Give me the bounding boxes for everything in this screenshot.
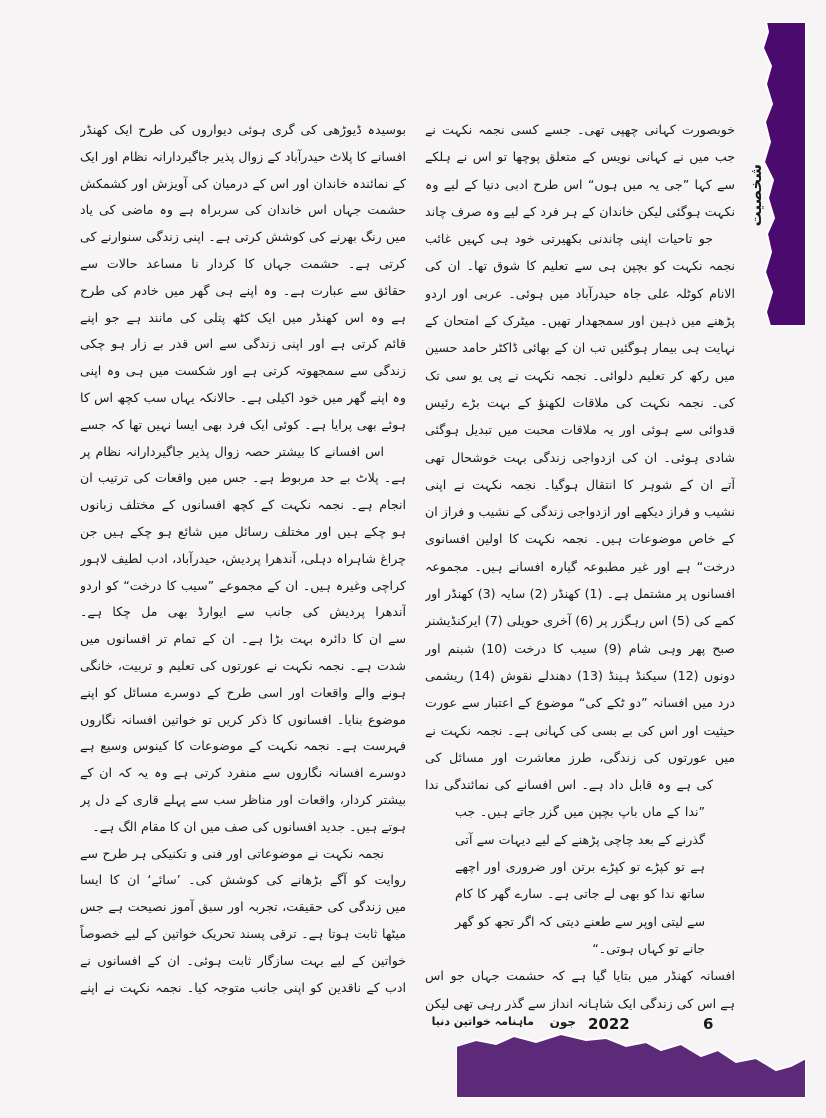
text-line: حشمت جہاں اس خاندان کی سربراہ ہے وہ ماضی کی یاد	[80, 202, 406, 218]
text-line: میں عورتوں کی زندگی، طرز معاشرت اور مسائل کی	[425, 749, 735, 765]
text-line: انجام ہے۔ نجمہ نکہت کے کچھ افسانوں کے مختلف زبانوں	[80, 497, 406, 513]
text-line: دوسرے افسانہ نگاروں سے منفرد کرتی ہے وہ یہ کہ ان کے	[80, 765, 406, 781]
text-line: ادب کے ناقدین کو اپنی جانب متوجہ کیا۔ نجمہ نکہت نے اپنے	[80, 979, 406, 995]
text-line: ساتھ ندا کو بھی لے جاتی ہے۔ سارے گھر کا کام	[455, 886, 705, 902]
text-line: کے نمائندہ خاندان اور اس کے درمیان کی آویزش اور کشمکش	[80, 175, 406, 191]
text-line: بوسیدہ ڈیوڑھی کی گری ہوئی دیواروں کی طرح ایک کھنڈر	[80, 122, 406, 137]
left-column	[80, 117, 406, 1001]
text-line: درخت“ ہے اور غیر مطبوعہ گیارہ افسانے ہیں۔ مجموعہ	[425, 558, 735, 574]
text-line: فہرست ہے۔ نجمہ نکہت کے موضوعات کا کینوس وسیع ہے	[80, 738, 406, 754]
text-line: سے ان کا دائرہ بہت بڑا ہے۔ ان کے تمام تر افسانوں میں	[80, 631, 406, 647]
text-line: روایت کو آگے بڑھانے کی کوشش کی۔ ’سائے‘ ان کا ایسا	[80, 872, 406, 888]
text-line: بیشتر کردار، واقعات اور مناظر سب سے پہلے قاری کے دل پر	[80, 791, 406, 807]
footer-torn-band	[456, 1028, 806, 1098]
text-line: سے کہا ”جی یہ میں ہوں“ اس طرح ادبی دنیا کے لیے وہ	[425, 176, 735, 192]
text-line: میں رنگ بھرنے کی کوشش کرتی ہے۔ اپنی زندگی سنوارنے کی	[80, 229, 406, 245]
text-line: آندھرا پردیش کی جانب سے ایوارڈ بھی مل چکا ہے۔	[80, 604, 406, 620]
text-line: میں رکھ کر تعلیم دلوائی۔ نجمہ نکہت نے پی یو سی تک	[425, 367, 735, 383]
text-line: جانے تو کہاں ہوتی۔“	[592, 940, 705, 956]
text-line: ہے وہ اس کھنڈر میں ایک کٹھ پتلی کی مانند ہے جو اپنے	[80, 309, 406, 325]
text-line: صبح پھر وہی شام (9) سیب کا درخت (10) شبنم اور	[425, 640, 735, 656]
magazine-name: ماہنامہ خواتین دنیا	[431, 1015, 534, 1028]
text-line: جب میں نے کہانی نویس کے متعلق پوچھا تو اس نے ہلکے	[425, 149, 735, 165]
text-line: دونوں (12) سیکنڈ ہینڈ (13) دھندلے نقوش (14) ریشمی	[425, 667, 735, 683]
text-line: نشیب و فراز دیکھے اور ازدواجی زندگی کے نشیب و فراز ان	[425, 504, 735, 520]
text-line: کی۔ نجمہ نکہت کی ملاقات لکھنؤ کے بہت بڑے رئیس	[425, 394, 735, 410]
text-line: ”ندا کے ماں باپ بچپن میں گزر جاتے ہیں۔ جب	[455, 804, 705, 820]
text-line: نکہت ہوگئی لیکن خاندان کے ہر فرد کے لیے وہ صرف چاند	[425, 203, 735, 219]
text-line: ہوئے بھی پرایا ہے۔ کوئی ایک فرد بھی ایسا نہیں تھا کہ جسے	[80, 416, 406, 432]
issue-year: 2022	[588, 1015, 630, 1033]
text-line: ہے تو کپڑے تو کپڑے برتن اور ضروری اور اچھے	[455, 859, 705, 875]
text-line: افسانوں پر مشتمل ہے۔ (1) کھنڈر (2) سایہ (3) کھنڈر اور	[425, 586, 735, 602]
section-tab-label: شخصیت	[747, 164, 765, 227]
text-line: ہے اس کی زندگی ایک شاہانہ انداز سے گذر رہی تھی لیکن	[425, 995, 735, 1011]
text-line: درد میں افسانہ ”دو ٹکے کی“ موضوع کے اعتبار سے عورت	[425, 695, 735, 711]
text-line: ہے۔ پلاٹ بے حد مربوط ہے۔ جس میں واقعات کی ترتیب ان	[80, 470, 406, 486]
text-line: ہونے والے واقعات اور اسی طرح کے دوسرے مسائل کو اپنے	[80, 684, 406, 700]
page-number: 6	[703, 1015, 714, 1033]
text-line: خواتین کے لیے بہت سازگار ثابت ہوئی۔ ان کے افسانوں نے	[80, 952, 406, 968]
text-line: آتے ان کے شوہر کا انتقال ہوگیا۔ نجمہ نکہت نے اپنی	[425, 476, 735, 492]
text-line: الانام کوٹلہ علی جاہ حیدرآباد میں ہوئی۔ عربی اور اردو	[425, 285, 735, 301]
text-line: نجمہ نکہت نے موضوعاتی اور فنی و تکنیکی ہر طرح سے	[80, 845, 384, 861]
text-line: موضوع بنایا۔ افسانوں کا ذکر کریں تو خواتین افسانہ نگاروں	[80, 711, 406, 727]
text-line: حقائق سے عبارت ہے۔ وہ اپنے ہی گھر میں خادم کی طرح	[80, 282, 406, 298]
text-line: حیثیت اور اس کی بے بسی کی کہانی ہے۔ نجمہ نکہت نے	[425, 722, 735, 738]
text-line: نجمہ نکہت کو بچپن ہی سے تعلیم کا شوق تھا۔ ان کی	[425, 258, 735, 274]
text-line: قائم کرتی ہے اور اپنی زندگی سے اس قدر بے زار ہو چکی	[80, 336, 406, 352]
text-line: افسانے کا پلاٹ حیدرآباد کے زوال پذیر جاگیردارانہ نظام اور ایک	[80, 148, 406, 164]
issue-month: جون	[549, 1015, 576, 1029]
text-line: گذرنے کے بعد چاچی پڑھنے کے لیے دیہات سے آتی	[455, 831, 705, 847]
text-line: کے خاص موضوعات ہیں۔ نجمہ نکہت کا اولین افسانوی	[425, 531, 735, 547]
text-line: جو تاحیات اپنی چاندنی بکھیرتی خود ہی کہیں غائب	[425, 231, 713, 247]
text-line: کراچی وغیرہ ہیں۔ ان کے مجموعے ”سیب کا درخت“ کو اردو	[80, 577, 406, 593]
text-line: ہوتے ہیں۔ جدید افسانوں کی صف میں ان کا مقام الگ ہے۔	[92, 818, 406, 834]
text-line: زندگی سے سمجھوتہ کرتی ہے اور شکست میں ہی وہ اپنی	[80, 363, 406, 379]
text-line: چراغ شاہراہ دہلی، آندھرا پردیش، حیدرآباد، ادب لطیف لاہور	[80, 550, 406, 566]
text-line: نہایت ہی بیمار ہوگئیں تب ان کے بھائی ڈاکٹر حامد حسین	[425, 340, 735, 356]
text-line: کرتی ہے۔ حشمت جہاں کا کردار نا مساعد حالات سے	[80, 255, 406, 271]
text-line: افسانہ کھنڈر میں بتایا گیا ہے کہ حشمت جہاں جو اس	[425, 968, 735, 984]
text-line: شادی ہوئی۔ ان کی ازدواجی زندگی بہت خوشحال تھی	[425, 449, 735, 465]
text-line: اس افسانے کا بیشتر حصہ زوال پذیر جاگیردارانہ نظام پر	[80, 443, 384, 459]
text-line: قدوائی سے ہوئی اور یہ ملاقات محبت میں تبدیل ہوگئی	[425, 422, 735, 438]
text-line: ہو چکے ہیں اور مختلف رسائل میں شائع ہو چکے ہیں جن	[80, 523, 406, 539]
text-line: میٹھا ثابت ہوتا ہے۔ ترقی پسند تحریک خواتین کے لیے خصوصاً	[80, 925, 406, 941]
text-line: میں زندگی کی حقیقت، تجربہ اور سبق آموز نصیحت ہے جس	[80, 899, 406, 915]
text-line: کی ہے وہ قابل داد ہے۔ اس افسانے کی نمائندگی ندا	[425, 777, 713, 793]
right-column	[425, 116, 735, 1017]
text-line: کمے کی (5) اس رہگزر پر (6) آخری حویلی (7) ایرکنڈیشنر	[425, 613, 735, 629]
text-line: خوبصورت کہانی چھپی تھی۔ جسے کسی نجمہ نکہت نے	[425, 122, 735, 137]
text-line: پڑھنے میں ذہین اور سمجھدار تھیں۔ میٹرک کے امتحان کے	[425, 313, 735, 329]
text-line: سے لیتی اوپر سے طعنے دیتی کہ اگر تجھ کو گھر	[455, 913, 705, 929]
text-line: وہ اپنے گھر میں خود اکیلی ہے۔ حالانکہ یہاں سب کچھ اس کا	[80, 389, 406, 405]
text-line: شدت ہے۔ نجمہ نکہت نے عورتوں کی تعلیم و تربیت، خانگی	[80, 657, 406, 673]
